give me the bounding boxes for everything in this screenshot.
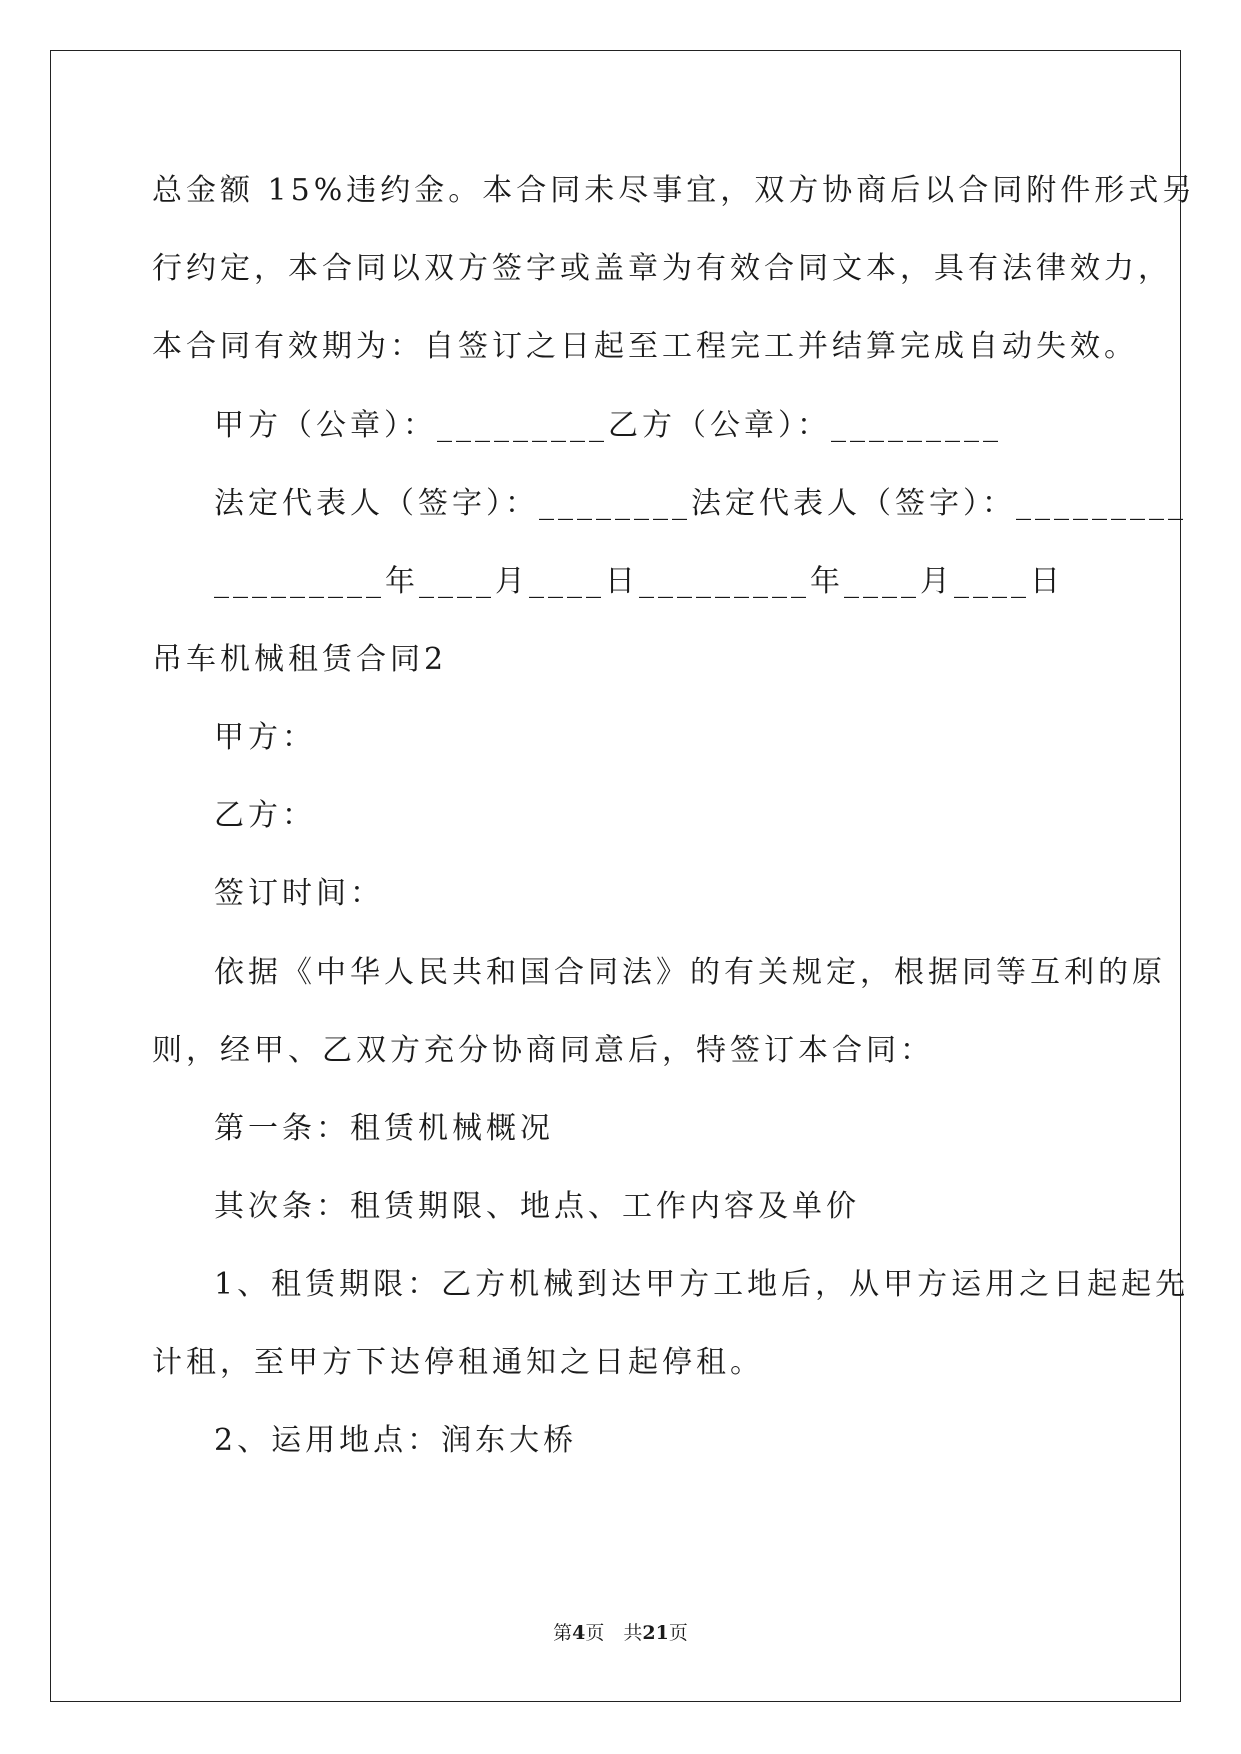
article-2-heading: 其次条：租赁期限、地点、工作内容及单价 [214,1189,860,1224]
section-title: 吊车机械租赁合同2 [152,642,448,677]
clause-1-line-2: 计租，至甲方下达停租通知之日起停租。 [152,1345,764,1380]
sign-time-line: 签订时间： [214,876,384,911]
body-line-basis-1: 依据《中华人民共和国合同法》的有关规定，根据同等互利的原 [214,955,1166,990]
body-line-3: 本合同有效期为：自签订之日起至工程完工并结算完成自动失效。 [152,329,1138,364]
body-line-2: 行约定，本合同以双方签字或盖章为有效合同文本，具有法律效力， [152,251,1172,286]
clause-1-line-1: 1、租赁期限：乙方机械到达甲方工地后，从甲方运用之日起起先 [214,1267,1190,1302]
footer-total-pages: 21 [642,1622,669,1644]
signature-line-date: _________年____月____日_________年____月____日 [214,564,1064,599]
footer-mid: 页 共 [585,1622,643,1644]
party-a-line: 甲方： [214,720,316,755]
article-1-heading: 第一条：租赁机械概况 [214,1111,554,1146]
party-b-line: 乙方： [214,798,316,833]
signature-line-representative: 法定代表人（签字）：________法定代表人（签字）：_________ [214,486,1187,521]
footer-prefix: 第 [553,1622,573,1644]
body-line-1: 总金额 15%违约金。本合同未尽事宜，双方协商后以合同附件形式另 [152,173,1197,208]
page-footer [0,1621,1241,1645]
footer-page-number: 4 [572,1622,586,1644]
signature-line-party-seal: 甲方（公章）：_________乙方（公章）：_________ [214,408,1002,443]
footer-suffix: 页 [668,1622,688,1644]
clause-2-line: 2、运用地点：润东大桥 [214,1423,578,1458]
body-line-basis-2: 则，经甲、乙双方充分协商同意后，特签订本合同： [152,1033,934,1068]
